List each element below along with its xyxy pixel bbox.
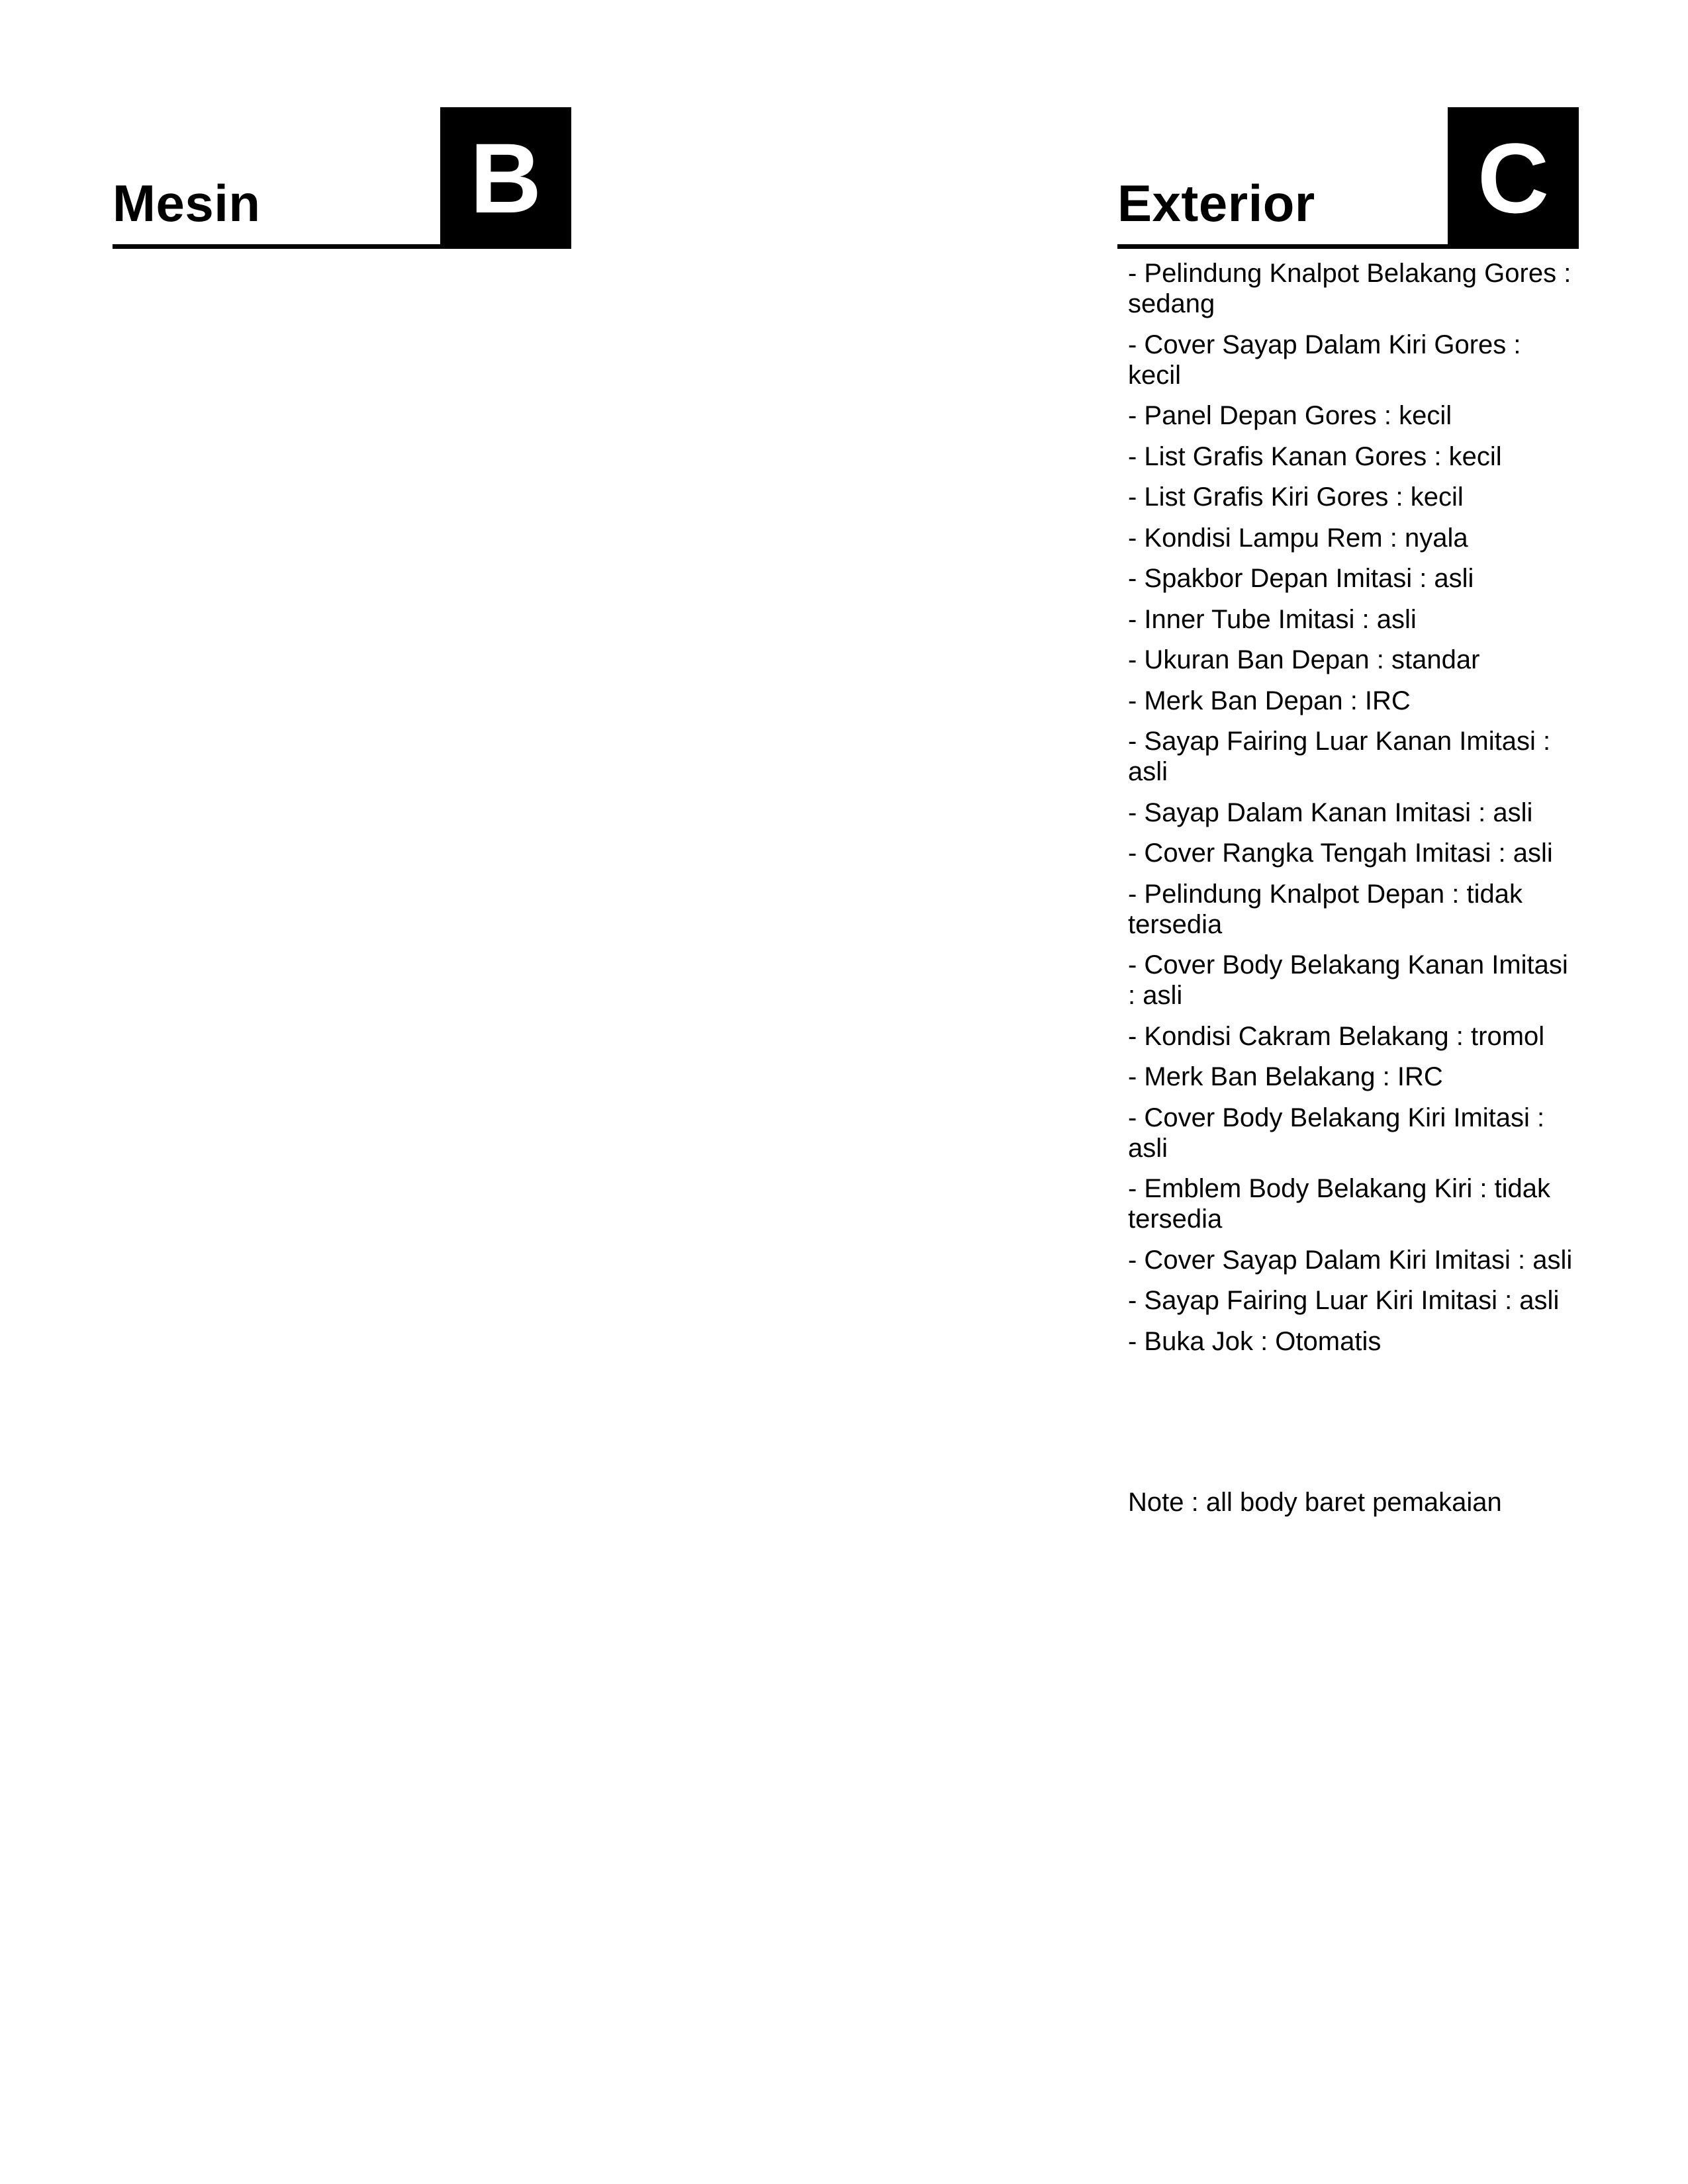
section-badge-c: C	[1448, 107, 1579, 249]
section-divider	[113, 244, 569, 249]
list-item: - Sayap Dalam Kanan Imitasi : asli	[1128, 797, 1533, 827]
list-item: - Cover Rangka Tengah Imitasi : asli	[1128, 839, 1553, 868]
list-item: - Cover Sayap Dalam Kiri Gores : kecil	[1128, 330, 1521, 390]
list-item: - Inner Tube Imitasi : asli	[1128, 604, 1417, 634]
list-item: - Merk Ban Belakang : IRC	[1128, 1062, 1443, 1091]
list-item: - Kondisi Cakram Belakang : tromol	[1128, 1021, 1545, 1051]
list-item: - List Grafis Kiri Gores : kecil	[1128, 482, 1464, 512]
list-item: - Sayap Fairing Luar Kiri Imitasi : asli	[1128, 1286, 1560, 1315]
exterior-item-list	[1128, 258, 1578, 1367]
list-item: - Kondisi Lampu Rem : nyala	[1128, 523, 1468, 553]
list-item: - Pelindung Knalpot Belakang Gores : sedang	[1128, 259, 1571, 318]
list-item: - Ukuran Ban Depan : standar	[1128, 645, 1480, 674]
list-item: - Pelindung Knalpot Depan : tidak tersedia	[1128, 879, 1523, 939]
list-item: - Merk Ban Depan : IRC	[1128, 686, 1411, 715]
section-header-exterior	[1117, 107, 1579, 249]
list-item: - List Grafis Kanan Gores : kecil	[1128, 441, 1502, 471]
section-title-exterior: Exterior	[1117, 174, 1315, 232]
exterior-note: Note : all body baret pemakaian	[1128, 1488, 1502, 1517]
list-item: - Panel Depan Gores : kecil	[1128, 401, 1452, 430]
list-item: - Buka Jok : Otomatis	[1128, 1326, 1382, 1356]
section-title-mesin: Mesin	[113, 174, 261, 232]
section-header-mesin	[113, 107, 569, 249]
list-item: - Cover Body Belakang Kanan Imitasi : asli	[1128, 950, 1568, 1010]
list-item: - Cover Sayap Dalam Kiri Imitasi : asli	[1128, 1245, 1573, 1275]
list-item: - Sayap Fairing Luar Kanan Imitasi : asli	[1128, 727, 1551, 786]
list-item: - Spakbor Depan Imitasi : asli	[1128, 564, 1474, 593]
list-item: - Cover Body Belakang Kiri Imitasi : asli	[1128, 1103, 1545, 1163]
section-badge-b: B	[440, 107, 571, 249]
list-item: - Emblem Body Belakang Kiri : tidak tersedia	[1128, 1174, 1551, 1234]
section-divider	[1117, 244, 1579, 249]
